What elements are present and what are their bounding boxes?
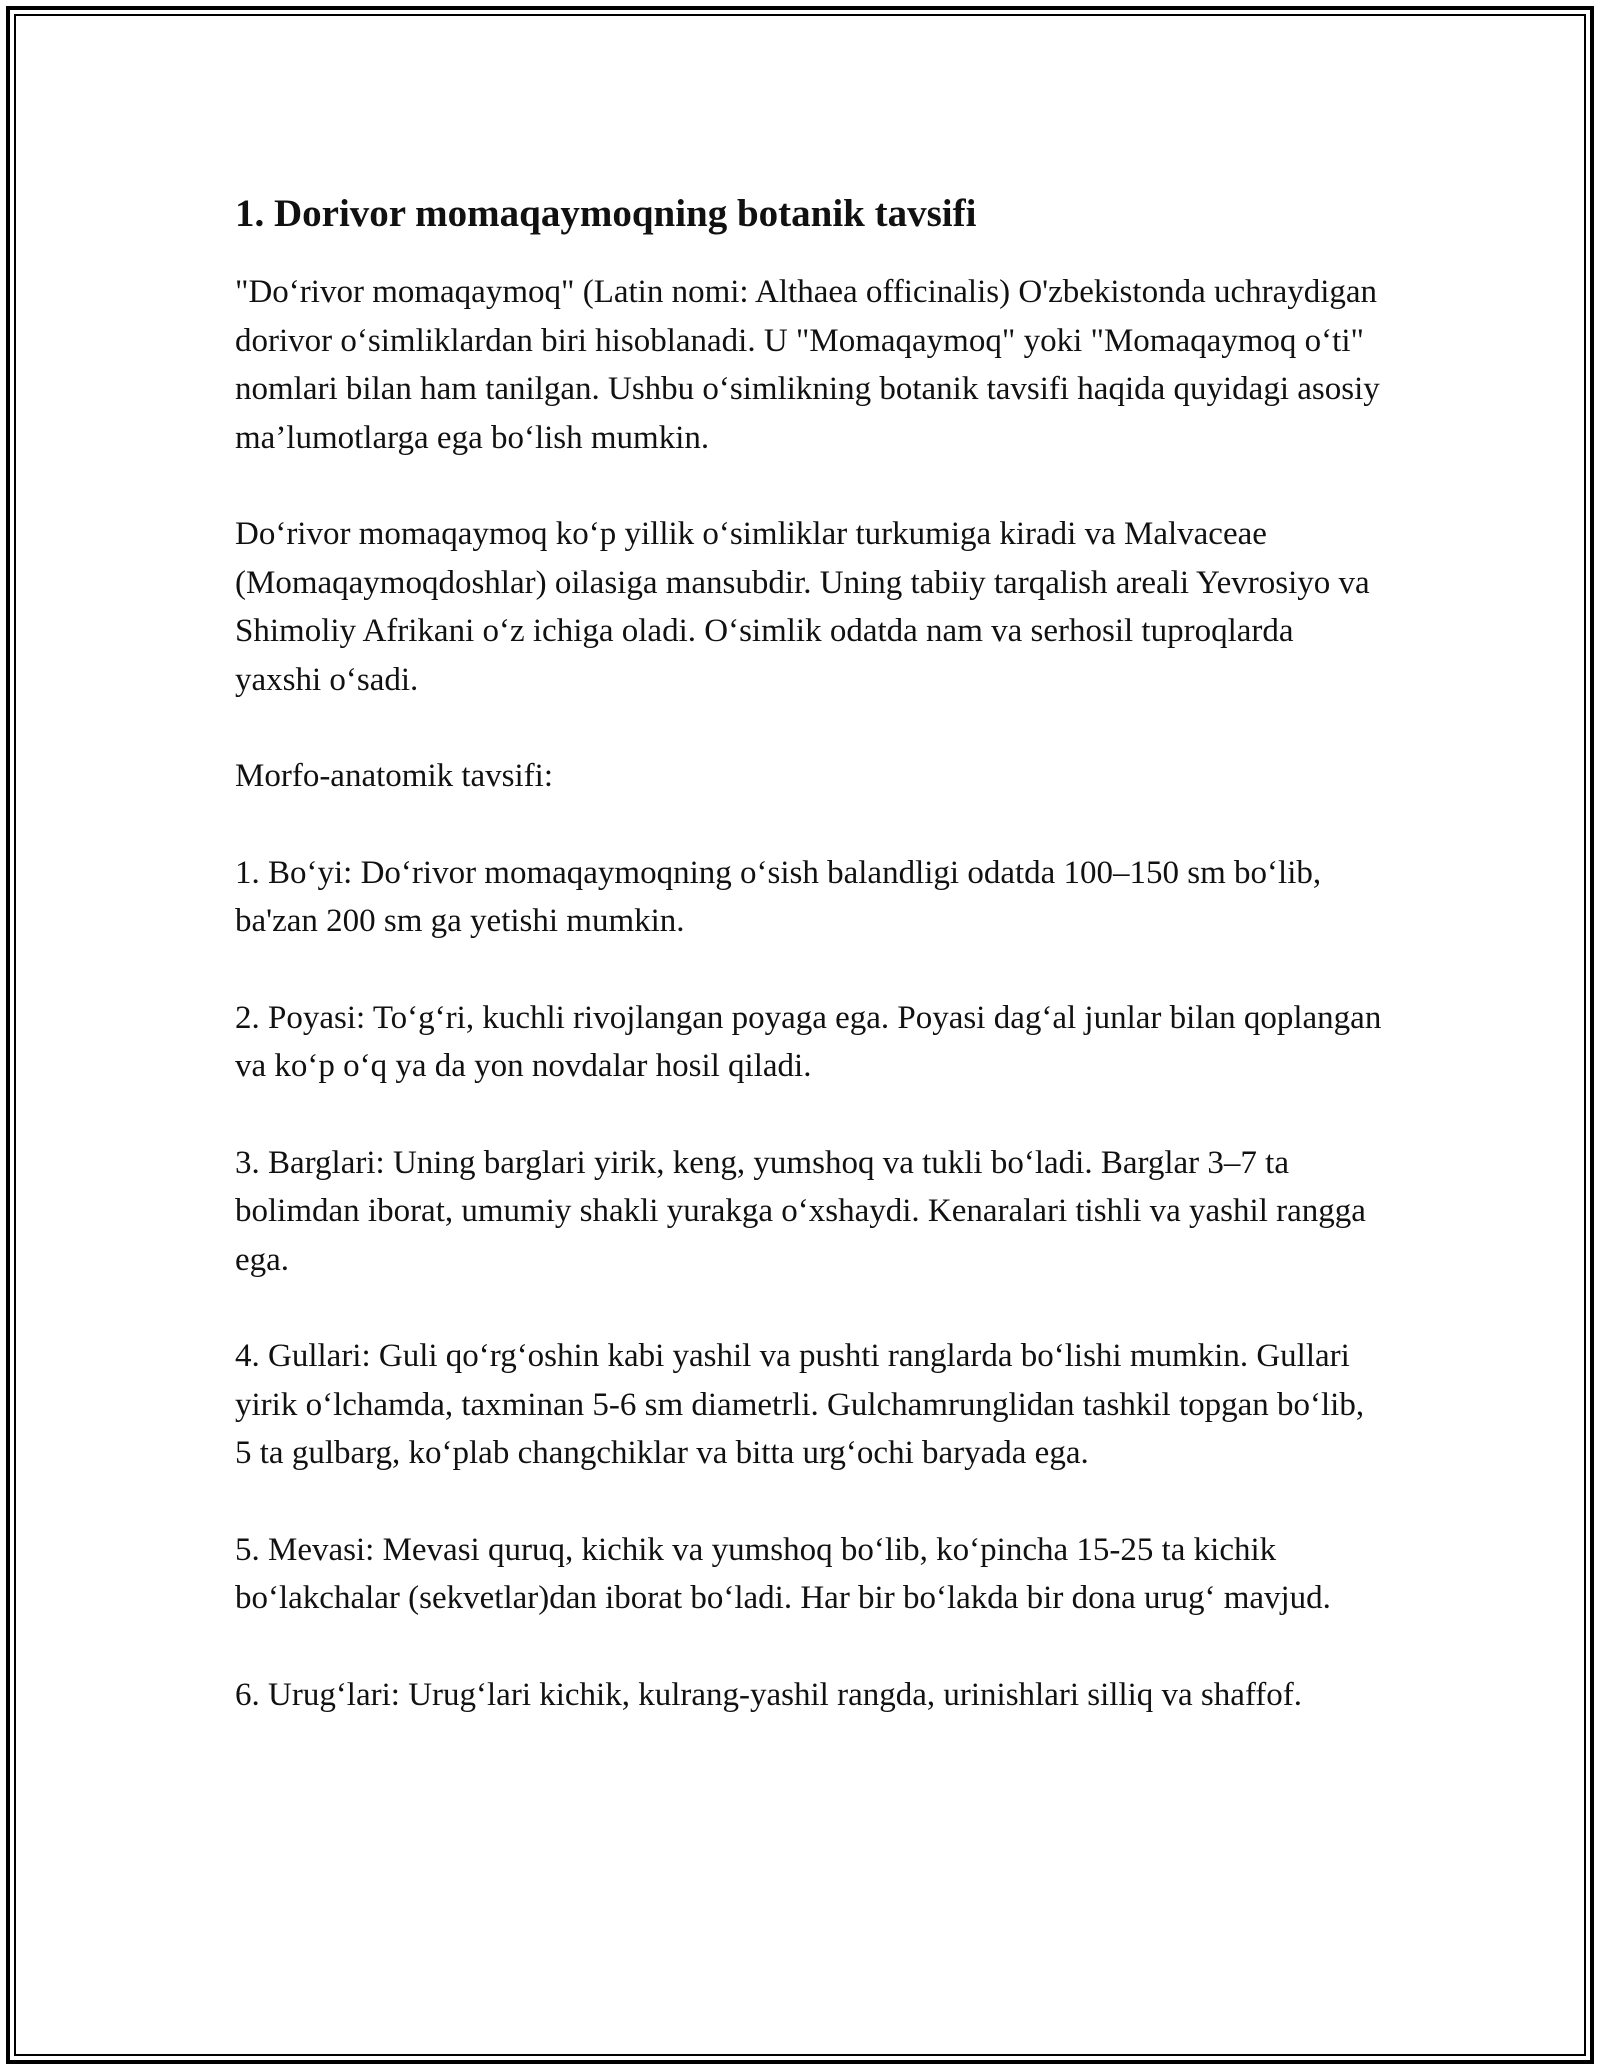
classification-paragraph: Do‘rivor momaqaymoq ko‘p yillik o‘simliklar turkumiga kiradi va Malvaceae (Momaqaymoqdoshlar) oilasiga mansubdir. Uning tabiiy tarqalish areali Yevrosiyo va Shimoliy Afrikani o‘z ichiga oladi. O‘simlik odatda nam va serhosil tuproqlarda yaxshi o‘sadi. xyxy=(235,516,1370,698)
list-item-leaves: 3. Barglari: Uning barglari yirik, keng, yumshoq va tukli bo‘ladi. Barglar 3–7 ta bolimdan iborat, umumiy shakli yurakga o‘xshaydi. Kenaralari tishli va yashil rangga ega. xyxy=(235,1144,1366,1278)
intro-paragraph: "Do‘rivor momaqaymoq" (Latin nomi: Althaea officinalis) O'zbekistonda uchraydigan dorivor o‘simliklardan biri hisoblanadi. U "Momaqaymoq" yoki "Momaqaymoq o‘ti" nomlari bilan ham tanilgan. Ushbu o‘simlikning botanik tavsifi haqida quyidagi asosiy ma’lumotlarga ega bo‘lish mumkin. xyxy=(235,274,1380,456)
section-heading-morphology: Morfo-anatomik tavsifi: xyxy=(235,758,554,794)
list-item-height: 1. Bo‘yi: Do‘rivor momaqaymoqning o‘sish balandligi odatda 100–150 sm bo‘lib, ba'zan 200 sm ga yetishi mumkin. xyxy=(235,854,1322,939)
list-item-stem: 2. Poyasi: To‘g‘ri, kuchli rivojlangan poyaga ega. Poyasi dag‘al junlar bilan qoplangan va ko‘p o‘q ya da yon novdalar hosil qiladi. xyxy=(235,999,1382,1084)
list-item-fruit: 5. Mevasi: Mevasi quruq, kichik va yumshoq bo‘lib, ko‘pincha 15-25 ta kichik bo‘lakchalar (sekvetlar)dan iborat bo‘ladi. Har bir bo‘lakda bir dona urug‘ mavjud. xyxy=(235,1531,1331,1616)
list-item-flowers: 4. Gullari: Guli qo‘rg‘oshin kabi yashil va pushti ranglarda bo‘lishi mumkin. Gullari yirik o‘lchamda, taxminan 5-6 sm diametrli. Gulchamrunglidan tashkil topgan bo‘lib, 5 ta gulbarg, ko‘plab changchiklar va bitta urg‘ochi baryada ega. xyxy=(235,1338,1365,1471)
list-item-seeds: 6. Urug‘lari: Urug‘lari kichik, kulrang-yashil rangda, urinishlari silliq va shaffof. xyxy=(235,1676,1303,1713)
document-body xyxy=(235,188,1385,1719)
document-title: 1. Dorivor momaqaymoqning botanik tavsifi xyxy=(235,192,977,235)
